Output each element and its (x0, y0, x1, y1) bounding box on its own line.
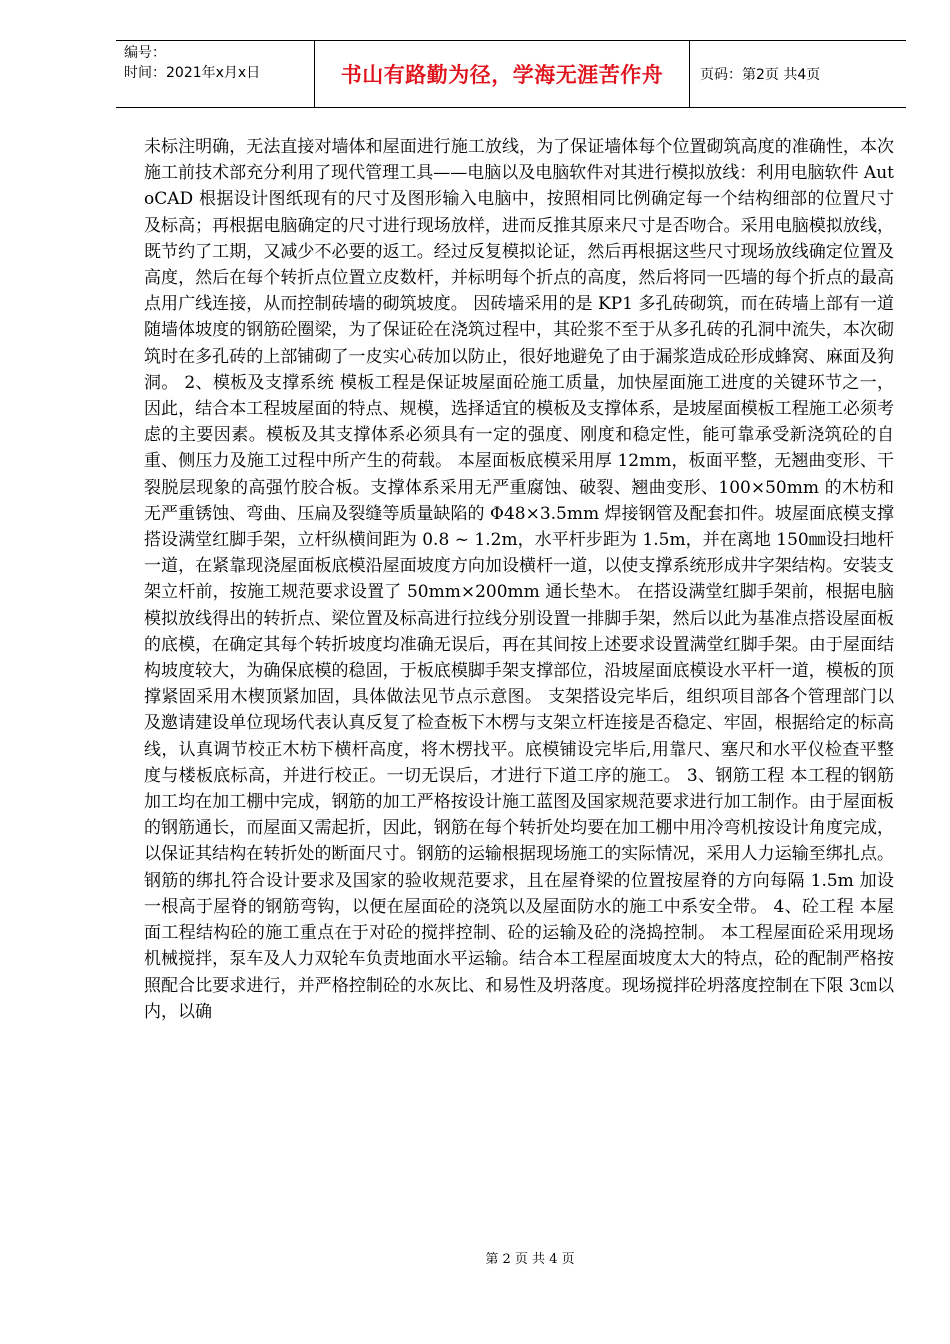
body-paragraph: 未标注明确，无法直接对墙体和屋面进行施工放线，为了保证墙体每个位置砌筑高度的准确性，本次施工前技术部充分利用了现代管理工具——电脑以及电脑软件对其进行模拟放线：利用电脑软件 AutoCAD 根据设计图纸现有的尺寸及图形输入电脑中，按照相同比例确定每一个结构细部的位置尺寸及标高；再根据电脑确定的尺寸进行现场放样，进而反推其原来尺寸是否吻合。采用电脑模拟放线，既节约了工期，又减少不必要的返工。经过反复模拟论证，然后再根据这些尺寸现场放线确定位置及高度，然后在每个转折点位置立皮数杆，并标明每个折点的高度，然后将同一匹墙的每个折点的最高点用广线连接，从而控制砖墙的砌筑坡度。 因砖墙采用的是 KP1 多孔砖砌筑，而在砖墙上部有一道随墙体坡度的钢筋砼圈梁，为了保证砼在浇筑过程中，其砼浆不至于从多孔砖的孔洞中流失，本次砌筑时在多孔砖的上部铺砌了一皮实心砖加以防止，很好地避免了由于漏浆造成砼形成蜂窝、麻面及狗洞。 2、模板及支撑系统 模板工程是保证坡屋面砼施工质量，加快屋面施工进度的关键环节之一，因此，结合本工程坡屋面的特点、规模，选择适宜的模板及支撑体系，是坡屋面模板工程施工必须考虑的主要因素。模板及其支撑体系必须具有一定的强度、刚度和稳定性，能可靠承受新浇筑砼的自重、侧压力及施工过程中所产生的荷载。 本屋面板底模采用厚 12mm，板面平整，无翘曲变形、干裂脱层现象的高强竹胶合板。支撑体系采用无严重腐蚀、破裂、翘曲变形、100×50mm 的木枋和无严重锈蚀、弯曲、压扁及裂缝等质量缺陷的 Φ48×3.5mm 焊接钢管及配套扣件。坡屋面底模支撑搭设满堂红脚手架，立杆纵横间距为 0.8 ~ 1.2m，水平杆步距为 1.5m，并在离地 150㎜设扫地杆一道，在紧靠现浇屋面板底模沿屋面坡度方向加设横杆一道，以使支撑系统形成井字架结构。安装支架立杆前，按施工规范要求设置了 50mm×200mm 通长垫木。 在搭设满堂红脚手架前，根据电脑模拟放线得出的转折点、梁位置及标高进行拉线分别设置一排脚手架，然后以此为基准点搭设屋面板的底模，在确定其每个转折坡度均准确无误后，再在其间按上述要求设置满堂红脚手架。由于屋面结构坡度较大，为确保底模的稳固，于板底模脚手架支撑部位，沿坡屋面底模设水平杆一道，模板的顶撑紧固采用木楔顶紧加固，具体做法见节点示意图。 支架搭设完毕后，组织项目部各个管理部门以及邀请建设单位现场代表认真反复了检查板下木楞与支架立杆连接是否稳定、牢固，根据给定的标高线，认真调节校正木枋下横杆高度，将木楞找平。底模铺设完毕后,用靠尺、塞尺和水平仪检查平整度与楼板底标高，并进行校正。一切无误后，才进行下道工序的施工。 3、钢筋工程 本工程的钢筋加工均在加工棚中完成，钢筋的加工严格按设计施工蓝图及国家规范要求进行加工制作。由于屋面板的钢筋通长，而屋面又需起折，因此，钢筋在每个转折处均要在加工棚中用冷弯机按设计角度完成，以保证其结构在转折处的断面尺寸。钢筋的运输根据现场施工的实际情况，采用人力运输至绑扎点。钢筋的绑扎符合设计要求及国家的验收规范要求，且在屋脊梁的位置按屋脊的方向每隔 1.5m 加设一根高于屋脊的钢筋弯钩，以便在屋面砼的浇筑以及屋面防水的施工中系安全带。 4、砼工程 本屋面工程结构砼的施工重点在于对砼的搅拌控制、砼的运输及砼的浇捣控制。 本工程屋面砼采用现场机械搅拌，泵车及人力双轮车负责地面水平运输。结合本工程屋面坡度太大的特点，砼的配制严格按照配合比要求进行，并严格控制砼的水灰比、和易性及坍落度。现场搅拌砼坍落度控制在下限 3㎝以内，以确 (144, 137, 894, 1022)
header-motto-cell (314, 41, 690, 107)
page-footer (0, 1248, 950, 1267)
document-number-label: 编号： (124, 45, 166, 61)
header-motto: 书山有路勤为径，学海无涯苦作舟 (340, 63, 664, 87)
document-time-label: 时间：2021年x月x日 (124, 65, 261, 81)
page-header (116, 40, 906, 108)
header-page-cell (690, 41, 906, 107)
header-meta (116, 41, 314, 107)
header-page-number: 页码：第2页 共4页 (700, 67, 821, 83)
footer-page-number: 第 2 页 共 4 页 (485, 1252, 575, 1267)
